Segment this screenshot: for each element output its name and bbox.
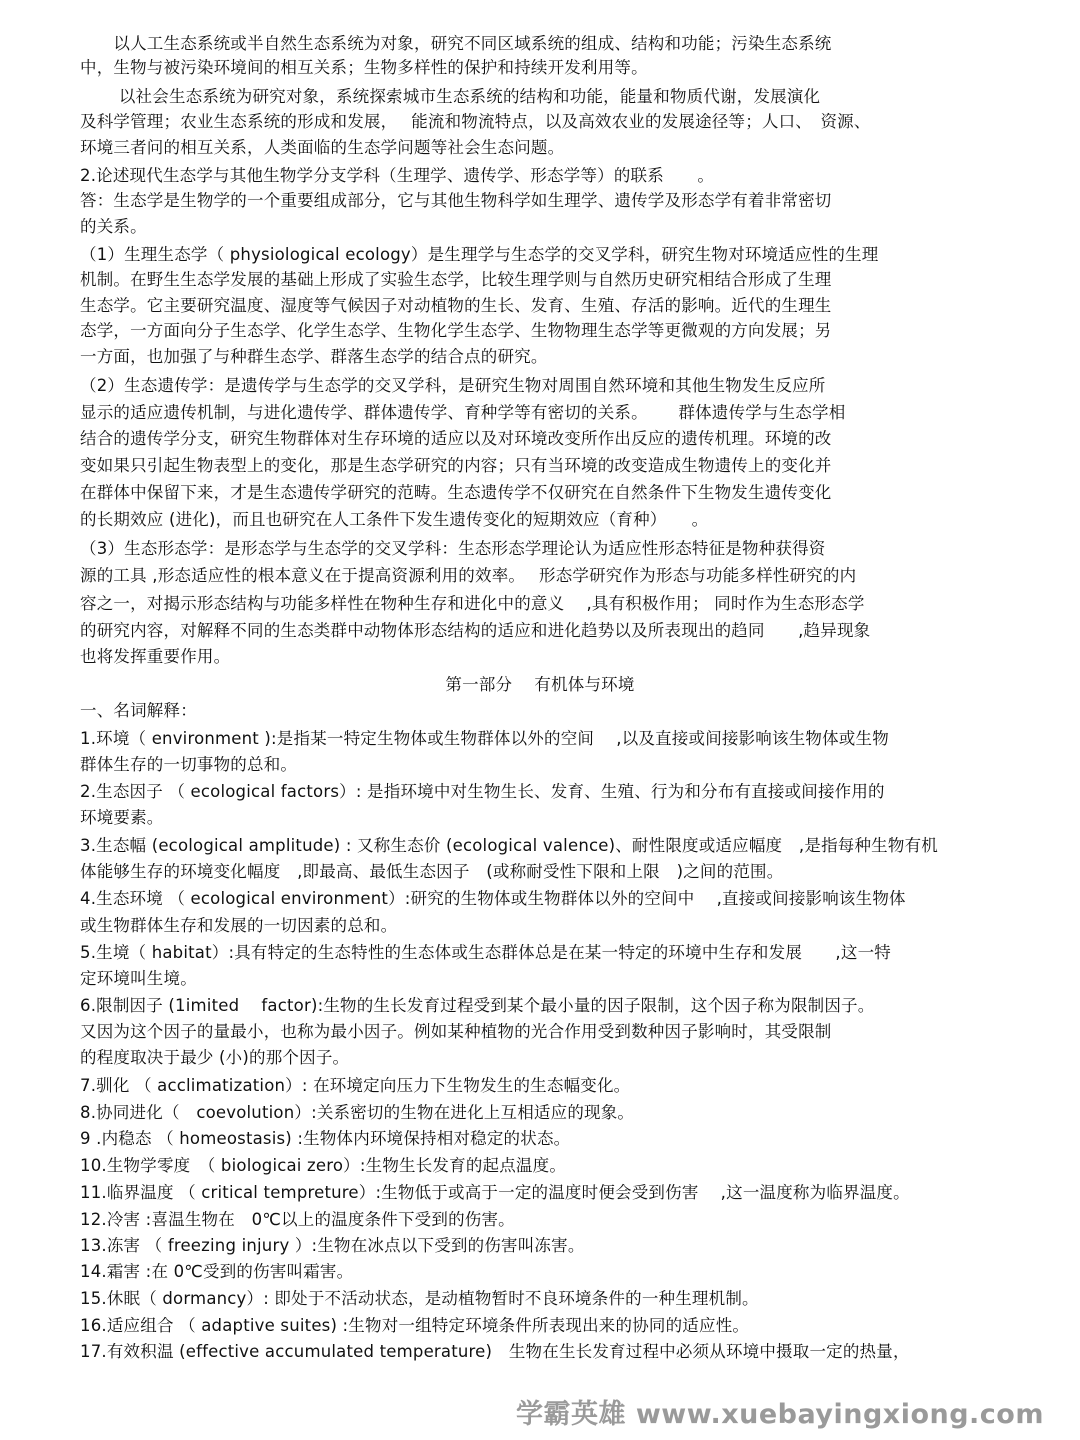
text-line: 显示的适应遗传机制，与进化遗传学、群体遗传学、育种学等有密切的关系。 群体遗传学与生态学相 (80, 403, 846, 422)
text-line: 结合的遗传学分支，研究生物群体对生存环境的适应以及对环境改变所作出反应的遗传机理。环境的改 (80, 429, 832, 448)
text-line: 以人工生态系统或半自然生态系统为对象，研究不同区域系统的组成、结构和功能；污染生态系统 (80, 34, 832, 53)
text-line: 容之一，对揭示形态结构与功能多样性在物种生存和进化中的意义 ,具有积极作用； 同时作为生态形态学 (80, 594, 865, 613)
subsection-heading: 一、名词解释： (80, 701, 197, 720)
text-line: 生态学。它主要研究温度、湿度等气候因子对动植物的生长、发育、生殖、存活的影响。近代的生理生 (80, 296, 832, 315)
text-line: 态学，一方面向分子生态学、化学生态学、生物化学生态学、生物物理生态学等更微观的方向发展；另 (80, 321, 832, 340)
section-title: 第一部分 有机体与环境 (445, 675, 635, 694)
text-line: 环境要素。 (80, 808, 164, 827)
text-line: 16.适应组合 （ adaptive suites) :生物对一组特定环境条件所表现出来的协同的适应性。 (80, 1316, 750, 1335)
text-line: 7.驯化 （ acclimatization）: 在环境定向压力下生物发生的生态幅变化。 (80, 1076, 631, 1095)
question-heading: 2.论述现代生态学与其他生物学分支学科（生理学、遗传学、形态学等）的联系 。 (80, 166, 715, 185)
text-line: 12.冷害 :喜温生物在 0℃以上的温度条件下受到的伤害。 (80, 1210, 515, 1229)
text-line: 在群体中保留下来，才是生态遗传学研究的范畴。生态遗传学不仅研究在自然条件下生物发生遗传变化 (80, 483, 832, 502)
text-line: 6.限制因子 (1imited factor):生物的生长发育过程受到某个最小量的因子限制，这个因子称为限制因子。 (80, 996, 875, 1015)
text-line: 定环境叫生境。 (80, 969, 197, 988)
text-line: 以社会生态系统为研究对象，系统探索城市生态系统的结构和功能，能量和物质代谢，发展演化 (80, 87, 821, 106)
text-line: 群体生存的一切事物的总和。 (80, 755, 298, 774)
text-line: 又因为这个因子的量最小，也称为最小因子。例如某种植物的光合作用受到数种因子影响时，其受限制 (80, 1022, 832, 1041)
text-line: 的程度取决于最少 (小)的那个因子。 (80, 1048, 350, 1067)
text-line: 8.协同进化（ coevolution）:关系密切的生物在进化上互相适应的现象。 (80, 1103, 635, 1122)
text-line: 9 .内稳态 （ homeostasis) :生物体内环境保持相对稳定的状态。 (80, 1129, 571, 1148)
text-line: （1）生理生态学（ physiological ecology）是生理学与生态学的交叉学科，研究生物对环境适应性的生理 (80, 245, 879, 264)
text-line: 10.生物学零度 （ biologicai zero）:生物生长发育的起点温度。 (80, 1156, 567, 1175)
text-line: 的关系。 (80, 217, 147, 236)
text-line: 3.生态幅 (ecological amplitude) : 又称生态价 (ecological valence)、耐性限度或适应幅度 ,是指每种生物有机 (80, 836, 938, 855)
text-line: 及科学管理；农业生态系统的形成和发展， 能流和物流特点，以及高效农业的发展途径等；人口、 资源、 (80, 112, 871, 131)
text-line: 变如果只引起生物表型上的变化，那是生态学研究的内容；只有当环境的改变造成生物遗传上的变化并 (80, 456, 832, 475)
text-line: 4.生态环境 （ ecological environment）:研究的生物体或生物群体以外的空间中 ,直接或间接影响该生物体 (80, 889, 906, 908)
text-line: 17.有效积温 (effective accumulated temperature) 生物在生长发育过程中必须从环境中摄取一定的热量， (80, 1342, 910, 1361)
text-line: 15.休眠（ dormancy）: 即处于不活动状态，是动植物暂时不良环境条件的一种生理机制。 (80, 1289, 759, 1308)
text-line: 源的工具 ,形态适应性的根本意义在于提高资源利用的效率。 形态学研究作为形态与功能多样性研究的内 (80, 566, 857, 585)
text-line: 13.冻害 （ freezing injury ）:生物在冰点以下受到的伤害叫冻害。 (80, 1236, 585, 1255)
text-line: 14.霜害 :在 0℃受到的伤害叫霜害。 (80, 1262, 354, 1281)
watermark: 学霸英雄 www.xuebayingxiong.com (515, 1399, 1044, 1430)
text-line: 机制。在野生生态学发展的基础上形成了实验生态学，比较生理学则与自然历史研究相结合形成了生理 (80, 270, 832, 289)
text-line: （3）生态形态学：是形态学与生态学的交叉学科：生态形态学理论认为适应性形态特征是物种获得资 (80, 539, 826, 558)
text-line: 答：生态学是生物学的一个重要组成部分，它与其他生物科学如生理学、遗传学及形态学有着非常密切 (80, 191, 832, 210)
text-line: 一方面，也加强了与种群生态学、群落生态学的结合点的研究。 (80, 347, 548, 366)
text-line: （2）生态遗传学：是遗传学与生态学的交叉学科，是研究生物对周围自然环境和其他生物发生反应所 (80, 376, 826, 395)
text-line: 1.环境（ environment ):是指某一特定生物体或生物群体以外的空间 ,以及直接或间接影响该生物体或生物 (80, 729, 889, 748)
text-line: 的长期效应 (进化)，而且也研究在人工条件下发生遗传变化的短期效应（育种） 。 (80, 510, 709, 529)
text-line: 11.临界温度 （ critical tempreture）:生物低于或高于一定的温度时便会受到伤害 ,这一温度称为临界温度。 (80, 1183, 910, 1202)
text-line: 中，生物与被污染环境间的相互关系；生物多样性的保护和持续开发利用等。 (80, 58, 648, 77)
text-line: 环境三者问的相互关系，人类面临的生态学问题等社会生态问题。 (80, 138, 565, 157)
text-line: 的研究内容，对解释不同的生态类群中动物体形态结构的适应和进化趋势以及所表现出的趋同 ,趋异现象 (80, 621, 871, 640)
text-line: 或生物群体生存和发展的一切因素的总和。 (80, 916, 398, 935)
text-line: 也将发挥重要作用。 (80, 647, 231, 666)
text-line: 2.生态因子 （ ecological factors）: 是指环境中对生物生长、发育、生殖、行为和分布有直接或间接作用的 (80, 782, 885, 801)
text-line: 体能够生存的环境变化幅度 ,即最高、最低生态因子 (或称耐受性下限和上限 )之间的范围。 (80, 862, 784, 881)
text-line: 5.生境（ habitat）:具有特定的生态特性的生态体或生态群体总是在某一特定的环境中生存和发展 ,这一特 (80, 943, 891, 962)
